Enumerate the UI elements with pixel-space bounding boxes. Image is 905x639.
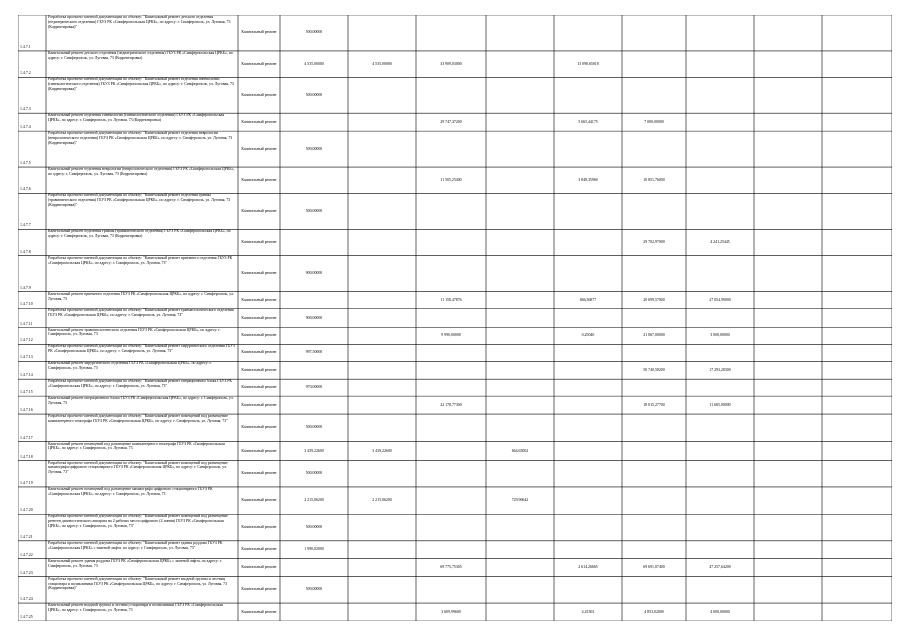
row-number: 1.4.7.19 <box>20 480 33 485</box>
row-category: Капитальный ремонт <box>241 350 277 355</box>
row-description: Капитальный ремонт травматологического отделения ГБУЗ РК «Симферопольская ЦРКБ», по адресу: г. Симферополь, ул. Луговая, 73 <box>48 327 221 337</box>
row-value: 29 747,37200 <box>440 119 462 124</box>
row-number: 1.4.7.18 <box>20 454 33 459</box>
row-value: 500,00000 <box>305 208 323 213</box>
row-description: Капитальный ремонт операционного блока ГБУЗ РК «Симферопольская ЦРКБ», по адресу: г. Симферополь, ул. Луговая, 73 <box>48 396 234 406</box>
row-description: Разработка проектно-сметной документации по объекту: "Капитальный ремонт помещений под размещение маммографа цифрового стационарного ГБУЗ РК «Симферопольская ЦРКБ», по адресу: г. Симферополь, ул. Луговая, 73" <box>48 460 228 475</box>
row-description: Разработка проектно-сметной документации по объекту: "Капитальный ремонт отделения неврологии (неврологического отделения) ГБУЗ РК «Симферопольская ЦРКБ», по адресу: г. Симферополь, ул. Луговая, 73 (Корректировка)" <box>48 131 233 145</box>
row-category: Капитальный ремонт <box>241 385 277 390</box>
row-value: 22 178,77300 <box>440 402 462 407</box>
row-number: 1.4.7.13 <box>20 355 33 360</box>
row-category: Капитальный ремонт <box>241 271 277 276</box>
row-value: 29 702,97000 <box>643 240 665 245</box>
row-value: 17 293,28300 <box>709 367 731 372</box>
row-number: 1.4.7.23 <box>20 570 33 575</box>
row-value: 900,00000 <box>305 271 323 276</box>
row-value: 500,00000 <box>305 92 323 97</box>
row-category: Капитальный ремонт <box>241 177 277 182</box>
row-number: 1.4.7.14 <box>20 373 33 378</box>
row-value: 4 535,00000 <box>372 61 392 66</box>
row-value: 50 740,58200 <box>643 367 665 372</box>
row-value: 0,25040 <box>581 333 595 338</box>
row-number: 1.4.7.17 <box>20 435 33 440</box>
row-value: 47 257,64200 <box>709 565 731 570</box>
row-value: 997,50000 <box>305 350 323 355</box>
row-description: Разработка проектно-сметной документации по объекту: "Капитальный ремонт приемного отделения ГБУЗ РК «Симферопольская ЦРКБ», по адресу: г. Симферополь, ул. Луговая, 73" <box>48 255 233 265</box>
row-number: 1.4.7.15 <box>20 390 33 395</box>
row-category: Капитальный ремонт <box>241 146 277 151</box>
row-category: Капитальный ремонт <box>241 498 277 503</box>
row-category: Капитальный ремонт <box>241 471 277 476</box>
row-number: 1.4.7.24 <box>20 597 33 602</box>
row-number: 1.4.7.5 <box>20 161 31 166</box>
row-category: Капитальный ремонт <box>241 587 277 592</box>
row-description: Капитальный ремонт детского отделения (педиатрического отделения) ГБУЗ РК «Симферопольская ЦРКБ», по адресу: г. Симферополь, ул. Луговая, 73 (Корректировка) <box>48 50 233 60</box>
row-value: 664,65002 <box>511 448 529 453</box>
row-category: Капитальный ремонт <box>241 425 277 430</box>
row-category: Капитальный ремонт <box>241 92 277 97</box>
row-description: Разработка проектно-сметной документации по объекту: "Капитальный ремонт здания роддома ГБУЗ РК «Симферопольская ЦРКБ» с заменой лифта, по адресу: г. Симферополь, ул. Луговая, 73" <box>48 540 223 550</box>
row-number: 1.4.7.4 <box>20 125 31 130</box>
row-category: Капитальный ремонт <box>241 297 277 302</box>
row-description: Капитальный ремонт входной группы и лестниц стационара и поликлиники ГБУЗ РК «Симферопольская ЦРКБ», по адресу: г. Симферополь, ул. Луговая, 73 <box>48 603 223 612</box>
row-category: Капитальный ремонт <box>241 333 277 338</box>
row-number: 1.4.7.20 <box>20 508 33 513</box>
row-description: Разработка проектно-сметной документации по объекту: "Капитальный ремонт операционного блока ГБУЗ РК «Симферопольская ЦРКБ», по адресу: г. Симферополь, ул. Луговая, 73" <box>48 379 233 389</box>
row-description: Капитальный ремонт помещений под размещение компьютерного томографа ГБУЗ РК «Симферопольская ЦРКБ», по адресу: г. Симферополь, ул. Луговая, 73 <box>48 441 225 451</box>
row-value: 729,96642 <box>511 498 529 503</box>
row-description: Разработка проектно-сметной документации по объекту: "Капитальный ремонт помещений под размещение рентген диагностического аппарата на 2 рабочих места цифрового (2 линии) ГБУЗ РК «Симферопольская ЦРКБ», по адресу: г. Симферополь, ул. Луговая, 73" <box>48 514 228 529</box>
row-value: 500,00000 <box>305 30 323 35</box>
row-value: 18 015,27700 <box>643 402 665 407</box>
row-value: 33 909,03000 <box>440 61 462 66</box>
row-description: Разработка проектно-сметной документации по объекту: "Капитальный ремонт детского отделения (педиатрического отделения) ГБУЗ РК «Симферопольская ЦРКБ», по адресу: г. Симферополь, ул. Луговая, 73 (Корректировка)" <box>48 15 231 29</box>
row-number: 1.4.7.9 <box>20 285 31 290</box>
row-description: Капитальный ремонт приемного отделения ГБУЗ РК «Симферопольская ЦРКБ», по адресу: г. Симферополь, ул. Луговая, 73 <box>48 291 234 301</box>
row-number: 1.4.7.3 <box>20 107 31 112</box>
row-number: 1.4.7.7 <box>20 223 31 228</box>
row-number: 1.4.7.2 <box>20 71 31 76</box>
row-value: 4 535,00000 <box>304 61 324 66</box>
row-value: 2 215,06200 <box>372 498 392 503</box>
row-value: 4,41503 <box>581 609 595 614</box>
row-category: Капитальный ремонт <box>241 525 277 530</box>
row-value: 11 505,25400 <box>440 177 462 182</box>
row-number: 1.4.7.8 <box>20 249 31 254</box>
row-category: Капитальный ремонт <box>241 448 277 453</box>
row-value: 69 775,75305 <box>440 565 462 570</box>
row-number: 1.4.7.22 <box>20 552 33 557</box>
row-value: 9 990,00000 <box>441 333 461 338</box>
row-value: 5 665,44175 <box>578 119 598 124</box>
row-value: 3 000,00000 <box>710 333 730 338</box>
row-category: Капитальный ремонт <box>241 547 277 552</box>
row-number: 1.4.7.6 <box>20 187 31 192</box>
row-value: 1 990,02000 <box>304 547 324 552</box>
row-category: Капитальный ремонт <box>241 240 277 245</box>
row-description: Капитальный ремонт здания роддома ГБУЗ РК «Симферопольская ЦРКБ» с заменой лифта, по адресу: г. Симферополь, ул. Луговая, 73 <box>48 558 222 568</box>
row-description: Капитальный ремонт отделения травмы (травматического отделения) ГБУЗ РК «Симферопольская ЦРКБ», по адресу: г. Симферополь, ул. Луговая, 73 (Корректировка) <box>48 229 231 239</box>
row-value: 500,00000 <box>305 587 323 592</box>
row-category: Капитальный ремонт <box>241 609 277 614</box>
row-description: Разработка проектно-сметной документации по объекту: "Капитальный ремонт травматологического отделения ГБУЗ РК «Симферопольская ЦРКБ», по адресу: г. Симферополь, ул. Луговая, 73" <box>48 308 234 318</box>
row-value: 500,00000 <box>305 146 323 151</box>
row-value: 11 685,00000 <box>709 402 731 407</box>
row-number: 1.4.7.16 <box>20 408 33 413</box>
row-value: 900,00000 <box>305 315 323 320</box>
row-value: 20 699,57000 <box>643 297 665 302</box>
row-value: 500,00000 <box>305 525 323 530</box>
row-value: 27 054,99000 <box>709 297 731 302</box>
row-value: 970,00000 <box>305 385 323 390</box>
row-description: Разработка проектно-сметной документации по объекту: "Капитальный ремонт отделения травмы (травматического отделения) ГБУЗ РК «Симферопольская ЦРКБ», по адресу: г. Симферополь, ул. Луговая, 73 (Корректировка)" <box>48 193 231 208</box>
row-value: 13 098,65018 <box>577 61 599 66</box>
row-category: Капитальный ремонт <box>241 208 277 213</box>
row-number: 1.4.7.11 <box>20 321 33 326</box>
row-description: Разработка проектно-сметной документации по объекту: "Капитальный ремонт входной группы и лестниц стационара и поликлиники ГБУЗ РК «Симферопольская ЦРКБ», по адресу: г. Симферополь, ул. Луговая, 73 (Корректировка)" <box>48 576 228 591</box>
row-value: 7 000,00000 <box>644 119 664 124</box>
row-description: Разработка проектно-сметной документации по объекту: "Капитальный ремонт помещений под размещение компьютерного томографа ГБУЗ РК «Симферопольская ЦРКБ», по адресу: г. Симферополь, ул. Луговая, 73" <box>48 414 228 423</box>
row-value: 846,56877 <box>579 297 597 302</box>
row-value: 2 215,06200 <box>304 498 324 503</box>
row-description: Капитальный ремонт отделения неврологии (неврологического отделения) ГБУЗ РК «Симферопольская ЦРКБ», по адресу: г. Симферополь, ул. Луговая, 73 (Корректировка) <box>48 167 235 176</box>
row-category: Капитальный ремонт <box>241 30 277 35</box>
row-category: Капитальный ремонт <box>241 315 277 320</box>
row-description: Капитальный ремонт хирургического отделения ГБУЗ РК «Симферопольская ЦРКБ», по адресу: г. Симферополь, ул. Луговая, 73 <box>48 361 212 371</box>
row-number: 1.4.7.12 <box>20 338 33 343</box>
row-value: 3 439,22600 <box>304 448 324 453</box>
row-value: 21 067,00000 <box>643 333 665 338</box>
row-value: 2 614,26665 <box>578 565 598 570</box>
row-category: Капитальный ремонт <box>241 61 277 66</box>
row-description: Разработка проектно-сметной документации по объекту: "Капитальный ремонт хирургического отделения ГБУЗ РК «Симферопольская ЦРКБ», по адресу: г. Симферополь, ул. Луговая, 73" <box>48 344 235 354</box>
row-category: Капитальный ремонт <box>241 119 277 124</box>
row-value: 500,00000 <box>305 471 323 476</box>
row-value: 3 848,35960 <box>578 177 598 182</box>
row-value: 4 241,25445 <box>710 240 730 245</box>
row-value: 3 439,22600 <box>372 448 392 453</box>
row-value: 3 609,99600 <box>441 609 461 614</box>
row-number: 1.4.7.1 <box>20 44 31 49</box>
row-number: 1.4.7.21 <box>20 534 33 539</box>
row-value: 69 691,07400 <box>643 565 665 570</box>
row-value: 500,00000 <box>305 425 323 430</box>
row-category: Капитальный ремонт <box>241 402 277 407</box>
row-value: 11 158,47876 <box>440 297 462 302</box>
row-number: 1.4.7.25 <box>20 615 33 619</box>
row-description: Разработка проектно-сметной документации по объекту: "Капитальный ремонт отделения гинекологии (гинекологического отделения) ГБУЗ РК «Симферопольская ЦРКБ», по адресу: г. Симферополь, ул. Луговая, 73 (Корректировка)" <box>48 77 234 92</box>
row-description: Капитальный ремонт отделения гинекологии (гинекологического отделения) ГБУЗ РК «Симферопольская ЦРКБ», по адресу: г. Симферополь, ул. Луговая, 73 (Корректировка) <box>48 113 225 123</box>
document-sheet <box>18 15 892 621</box>
row-value: 4 000,00000 <box>710 609 730 614</box>
row-category: Капитальный ремонт <box>241 367 277 372</box>
row-value: 10 851,76000 <box>643 177 665 182</box>
row-category: Капитальный ремонт <box>241 565 277 570</box>
row-number: 1.4.7.10 <box>20 302 33 307</box>
row-value: 4 853,02000 <box>644 609 664 614</box>
row-description: Капитальный ремонт помещений под размещение маммографа цифрового стационарного ГБУЗ РК «Симферопольская ЦРКБ», по адресу: г. Симферополь, ул. Луговая, 73 <box>48 486 213 496</box>
